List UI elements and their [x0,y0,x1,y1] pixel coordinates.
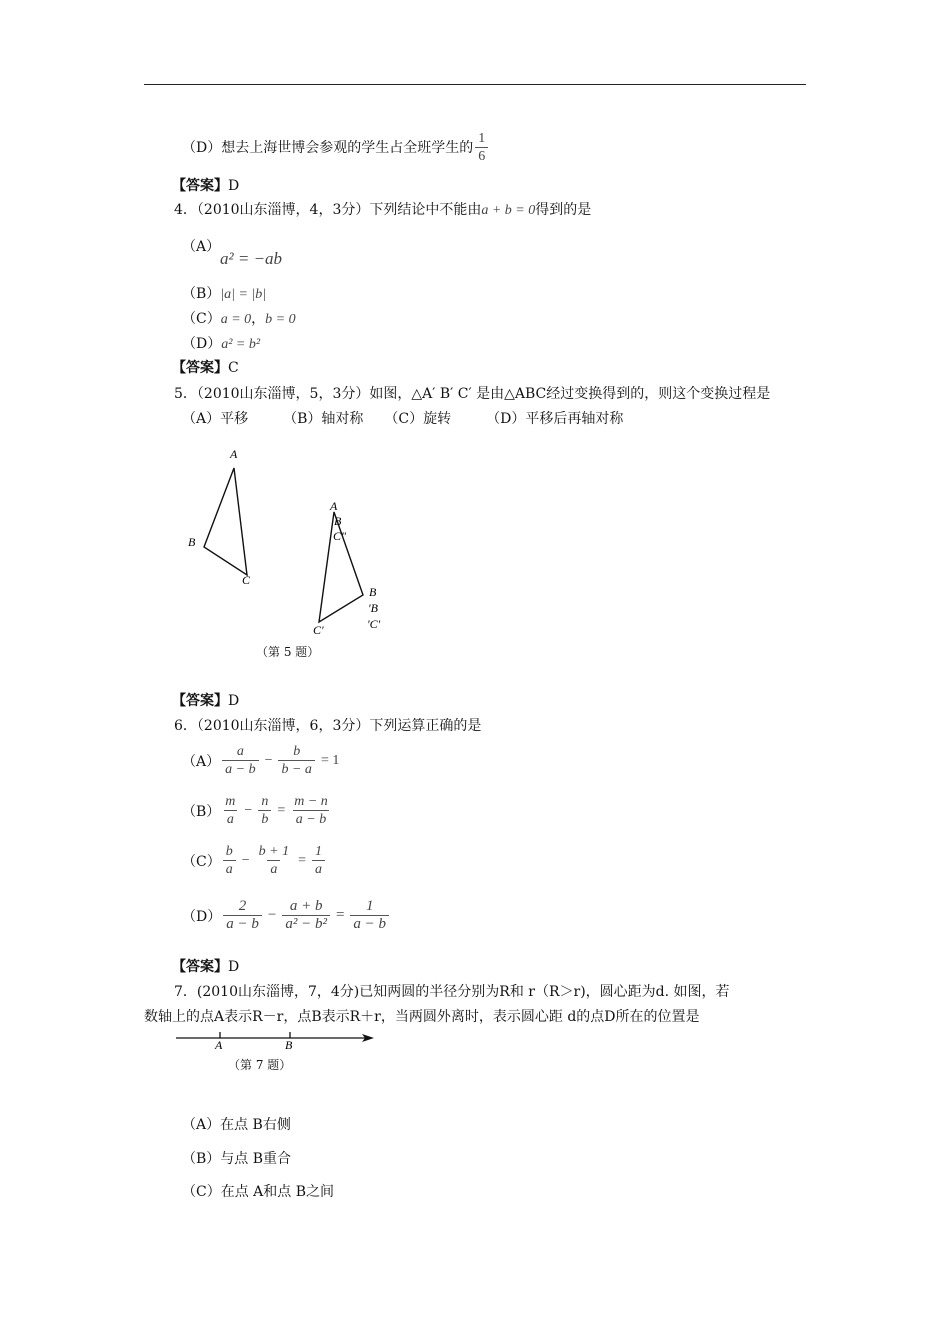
operator: − [244,802,253,818]
label-right-a: A [330,499,338,513]
q7-option-b [182,1150,291,1168]
fraction-denominator: a − b [222,760,258,778]
q4-stem-post: 得到的是 [535,202,592,218]
q3-option-d-fraction [475,130,488,165]
q7-stem-text: 数轴上的点A表示R－r，点B表示R＋r，当两圆外离时，表示圆心距 d的点D所在的位置是 [144,1009,700,1025]
q7-option-a [182,1116,291,1134]
equals: = [298,852,306,868]
fraction-numerator: a [236,744,244,759]
option-math: a² = b² [221,337,261,352]
option-text: （A）在点 B右侧 [182,1117,291,1133]
answer-label: 【答案】 [172,693,228,709]
option-label: （A） [182,753,221,770]
option-math: b = 0 [265,312,296,327]
fraction-denominator: a − b [223,915,262,933]
operator: − [267,907,277,923]
fraction-denominator: a [312,860,325,878]
q5-stem [174,385,770,403]
fraction [258,793,271,828]
fraction-numerator: 2 [238,898,247,914]
answer-label: 【答案】 [172,959,228,975]
fraction [291,793,331,828]
q7-stem-line1 [174,983,730,1001]
option-sep: ， [251,311,266,327]
q5-answer [172,692,239,710]
fraction-denominator: b − a [278,760,314,778]
fraction [223,843,236,878]
q3-option-d-text: （D）想去上海世博会参观的学生占全班学生的 [182,139,474,156]
axis-label-a: A [215,1038,223,1052]
q4-option-d [182,335,260,354]
q4-answer [172,359,239,377]
q3-answer [172,177,239,195]
q6-option-b [182,793,333,828]
answer-label: 【答案】 [172,178,228,194]
fraction [312,843,325,878]
fraction [222,793,238,828]
operator: − [241,852,250,868]
option-label: （B） [182,803,221,820]
fraction-numerator: a + b [289,898,323,914]
header-rule [144,84,806,85]
fraction-numerator: b [293,744,301,759]
fraction-numerator: b + 1 [258,844,290,859]
label-right-c2: 'C' [367,617,381,631]
answer-value: D [228,178,240,194]
option-label: （D） [182,908,222,925]
label-left-b: B [188,535,196,549]
fraction-denominator: a² − b² [282,915,330,933]
operator: − [264,752,273,768]
axis-label-b: B [285,1038,293,1052]
option-label: （B） [182,286,221,302]
equals: = [335,907,345,923]
fraction [350,898,389,933]
q7-number-line [174,1028,384,1052]
option-label: （C） [182,853,221,870]
q7-stem-text: 7．(2010山东淄博，7，4分)已知两圆的半径分别为R和 r（R＞r)，圆心距为d. 如图，若 [174,984,730,1000]
option-math: a² = −ab [220,249,283,268]
fraction-denominator: b [258,810,271,828]
label-right-b3: 'B [368,601,378,615]
answer-value: D [228,959,240,975]
fraction-denominator: a [267,860,280,878]
q4-stem-math: a + b = 0 [481,203,536,218]
q7-option-c [182,1183,334,1201]
fraction [282,898,330,933]
triangle-abc [204,468,247,575]
q6-option-a [182,743,343,778]
option-math: |a| = |b| [220,287,267,302]
fraction-numerator: m − n [294,794,328,809]
option-text: （B）与点 B重合 [182,1151,292,1167]
fraction-denominator: a − b [293,810,329,828]
option-math: a = 0 [220,312,252,327]
q5-options-text: （A）平移 （B）轴对称 （C）旋转 （D）平移后再轴对称 [182,411,624,427]
label-right-c3: C' [313,623,324,637]
q5-figure-caption [256,643,319,660]
caption-text: （第 5 题） [256,645,320,659]
fraction-denominator: a [223,860,236,878]
fraction-numerator: 1 [314,844,322,859]
q4-option-a-math [220,250,282,268]
option-label: （A） [182,239,221,255]
option-text: （C）在点 A和点 B之间 [182,1184,335,1200]
fraction-numerator: 1 [365,898,374,914]
q4-option-a-label [182,238,220,256]
q5-stem-text: 5．（2010山东淄博，5，3分）如图，△A′ B′ C′ 是由△ABC经过变换得到的，则这个变换过程是 [174,386,771,402]
q6-stem-text: 6．（2010山东淄博，6，3分）下列运算正确的是 [174,718,482,734]
q7-figure-caption [228,1056,291,1073]
fraction [222,743,258,778]
q4-option-c [182,310,296,329]
option-label: （D） [182,336,222,352]
fraction-denominator: a − b [350,915,389,933]
fraction-denominator: 6 [475,147,488,165]
label-right-b1: B [334,514,342,528]
fraction [223,898,262,933]
answer-value: D [228,693,240,709]
label-left-c: C [242,573,251,587]
fraction-numerator: b [225,844,233,859]
answer-value: C [228,360,239,376]
label-right-c1: C" [333,529,347,543]
q4-stem [174,201,591,220]
fraction-numerator: 1 [478,131,486,146]
q6-stem [174,717,481,735]
equals: = 1 [320,752,340,768]
q6-option-c [182,843,327,878]
label-left-a: A [230,447,238,461]
q3-option-d [182,130,490,165]
equals: = [277,802,286,818]
q5-options [182,410,623,428]
q6-option-d [182,898,391,933]
q7-stem-line2 [144,1008,700,1026]
q5-figure [180,440,410,650]
fraction-denominator: a [224,810,237,828]
fraction [256,843,292,878]
fraction [278,743,314,778]
fraction-numerator: m [225,794,236,809]
option-label: （C） [182,311,221,327]
answer-label: 【答案】 [172,360,228,376]
q4-option-b [182,285,266,304]
caption-text: （第 7 题） [228,1058,292,1072]
q6-answer [172,958,239,976]
label-right-b2: B [369,585,377,599]
q4-stem-pre: 4．（2010山东淄博，4，3分）下列结论中不能由 [174,202,482,218]
fraction-numerator: n [261,794,269,809]
